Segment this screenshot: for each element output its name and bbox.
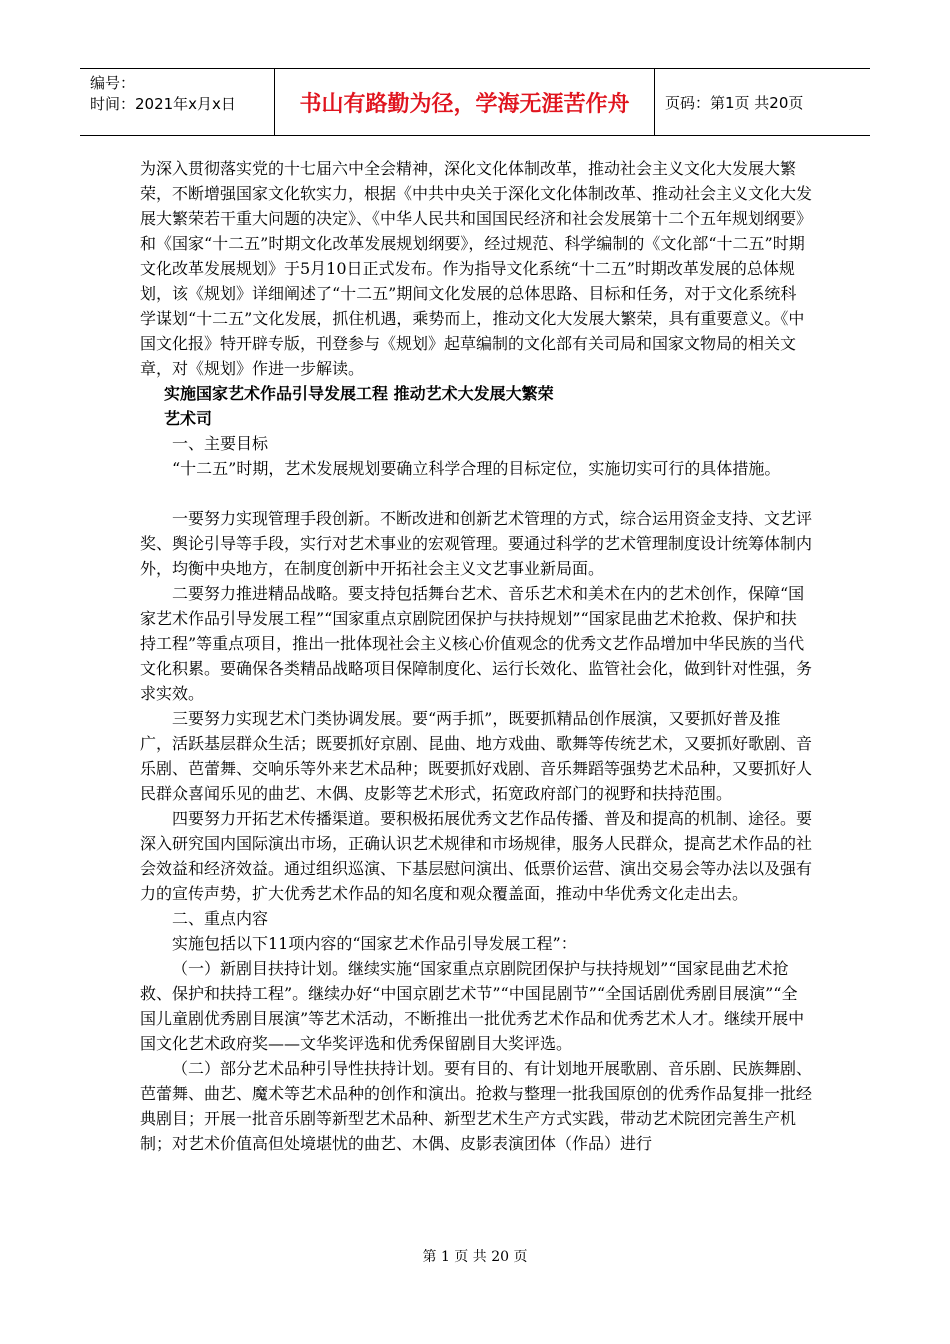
document-number: 编号： bbox=[90, 74, 136, 92]
blank-line bbox=[140, 481, 812, 506]
document-date: 时间：2021年x月x日 bbox=[90, 95, 236, 113]
header-motto: 书山有路勤为径，学海无涯苦作舟 bbox=[275, 69, 655, 135]
section-heading-key-content: 二、重点内容 bbox=[172, 909, 269, 928]
paragraph-management: 一要努力实现管理手段创新。不断改进和创新艺术管理的方式，综合运用资金支持、文艺评奖、舆论引导等手段，实行对艺术事业的宏观管理。要通过科学的艺术管理制度设计统筹体制内外，均衡中央地方，在制度创新中开拓社会主义文艺事业新局面。 bbox=[140, 509, 813, 578]
page-footer: 第 1 页 共 20 页 bbox=[422, 1249, 528, 1265]
paragraph-quality: 二要努力推进精品战略。要支持包括舞台艺术、音乐艺术和美术在内的艺术创作，保障“国家艺术作品引导发展工程”“国家重点京剧院团保护与扶持规划”“国家昆曲艺术抢救、保护和扶持工程”等重点项目，推出一批体现社会主义核心价值观念的优秀文艺作品增加中华民族的当代文化积累。要确保各类精品战略项目保障制度化、运行长效化、监管社会化，做到针对性强，务求实效。 bbox=[140, 584, 813, 703]
paragraph-coordination: 三要努力实现艺术门类协调发展。要“两手抓”，既要抓精品创作展演，又要抓好普及推广，活跃基层群众生活；既要抓好京剧、昆曲、地方戏曲、歌舞等传统艺术，又要抓好歌剧、音乐剧、芭蕾舞、交响乐等外来艺术品种；既要抓好戏剧、音乐舞蹈等强势艺术品种，又要抓好人民群众喜闻乐见的曲艺、木偶、皮影等艺术形式，拓宽政府部门的视野和扶持范围。 bbox=[140, 709, 813, 803]
header-page-info: 页码：第1页 共20页 bbox=[665, 93, 804, 112]
header-meta bbox=[80, 69, 275, 135]
intro-paragraph: 为深入贯彻落实党的十七届六中全会精神，深化文化体制改革，推动社会主义文化大发展大繁荣，不断增强国家文化软实力，根据《中共中央关于深化文化体制改革、推动社会主义文化大发展大繁荣若干重大问题的决定》、《中华人民共和国国民经济和社会发展第十二个五年规划纲要》和《国家“十二五”时期文化改革发展规划纲要》，经过规范、科学编制的《文化部“十二五”时期文化改革发展规划》于5月10日正式发布。作为指导文化系统“十二五”时期改革发展的总体规划，该《规划》详细阐述了“十二五”期间文化发展的总体思路、目标和任务，对于文化系统科学谋划“十二五”文化发展，抓住机遇，乘势而上，推动文化大发展大繁荣，具有重要意义。《中国文化报》特开辟专版，刊登参与《规划》起草编制的文化部有关司局和国家文物局的相关文章，对《规划》作进一步解读。 bbox=[140, 159, 813, 378]
paragraph-project-intro: 实施包括以下11项内容的“国家艺术作品引导发展工程”： bbox=[172, 934, 577, 953]
article-title: 实施国家艺术作品引导发展工程 推动艺术大发展大繁荣 bbox=[164, 384, 554, 403]
document-body bbox=[140, 156, 812, 1156]
paragraph-dissemination: 四要努力开拓艺术传播渠道。要积极拓展优秀文艺作品传播、普及和提高的机制、途径。要深入研究国内国际演出市场，正确认识艺术规律和市场规律，服务人民群众，提高艺术作品的社会效益和经济效益。通过组织巡演、下基层慰问演出、低票价运营、演出交易会等办法以及强有力的宣传声势，扩大优秀艺术作品的知名度和观众覆盖面，推动中华优秀文化走出去。 bbox=[140, 809, 813, 903]
article-department: 艺术司 bbox=[164, 409, 213, 428]
paragraph-new-repertoire: （一）新剧目扶持计划。继续实施“国家重点京剧院团保护与扶持规划”“国家昆曲艺术抢救、保护和扶持工程”。继续办好“中国京剧艺术节”“中国昆剧节”“全国话剧优秀剧目展演”“全国儿童剧优秀剧目展演”等艺术活动，不断推出一批优秀艺术作品和优秀艺术人才。继续开展中国文化艺术政府奖——文华奖评选和优秀保留剧目大奖评选。 bbox=[140, 959, 805, 1053]
section-heading-goals: 一、主要目标 bbox=[172, 434, 269, 453]
document-header bbox=[80, 68, 870, 136]
paragraph-goal-intro: “十二五”时期，艺术发展规划要确立科学合理的目标定位，实施切实可行的具体措施。 bbox=[172, 459, 781, 478]
paragraph-art-genres: （二）部分艺术品种引导性扶持计划。要有目的、有计划地开展歌剧、音乐剧、民族舞剧、芭蕾舞、曲艺、魔术等艺术品种的创作和演出。抢救与整理一批我国原创的优秀作品复排一批经典剧目；开展一批音乐剧等新型艺术品种、新型艺术生产方式实践，带动艺术院团完善生产机制；对艺术价值高但处境堪忧的曲艺、木偶、皮影表演团体（作品）进行 bbox=[140, 1059, 813, 1153]
